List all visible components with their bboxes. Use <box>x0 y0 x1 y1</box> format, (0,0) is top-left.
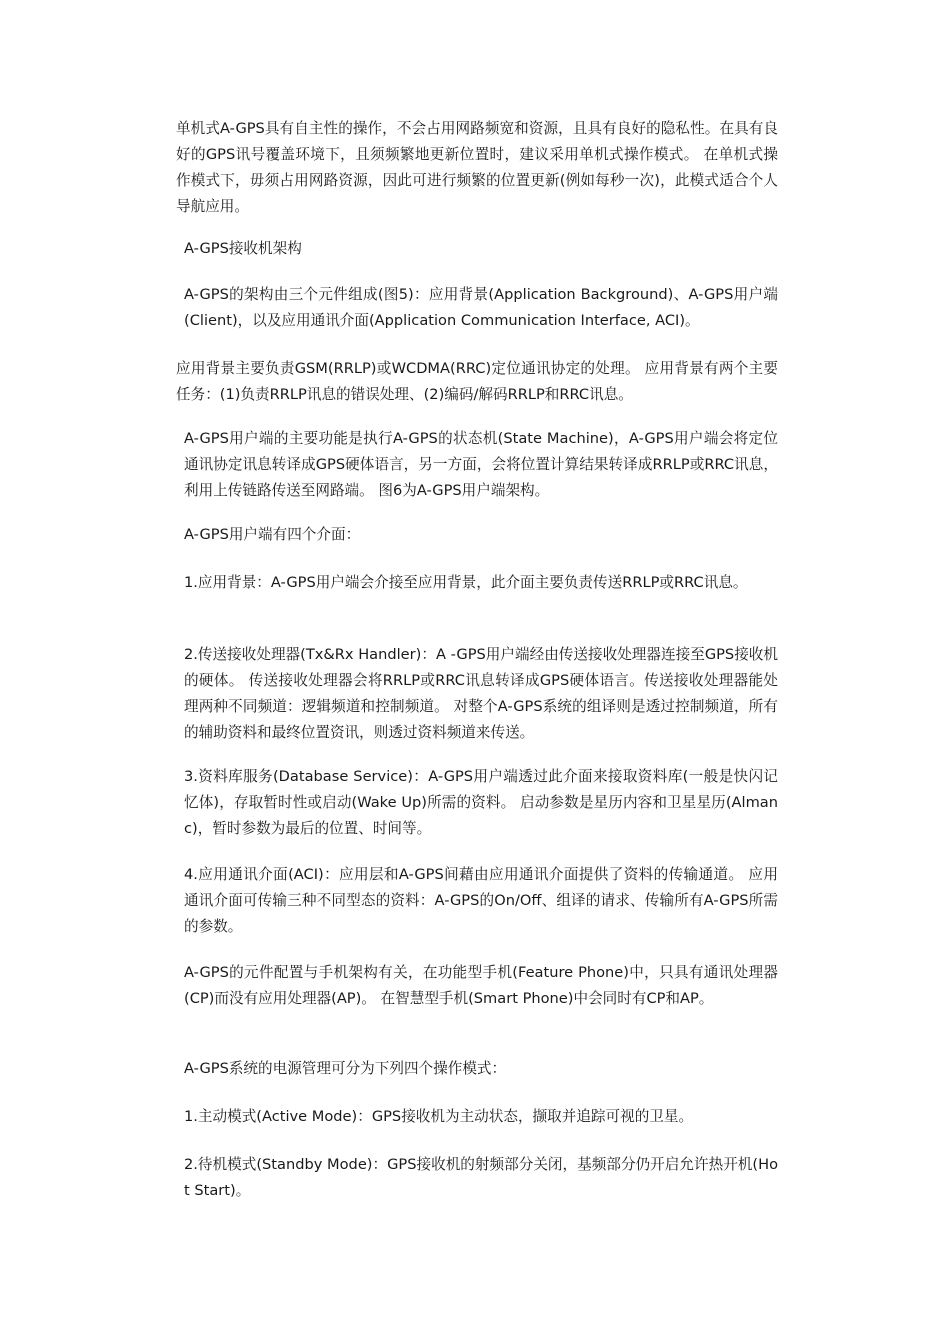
list-item-aci: 4.应用通讯介面(ACI)：应用层和A-GPS间藉由应用通讯介面提供了资料的传输通道。 应用通讯介面可传输三种不同型态的资料：A-GPS的On/Off、组译的请求、传输所有A-GPS所需的参数。 <box>184 866 778 935</box>
paragraph-standalone-mode: 单机式A-GPS具有自主性的操作，不会占用网路频宽和资源，且具有良好的隐私性。在具有良好的GPS讯号覆盖环境下，且须频繁地更新位置时，建议采用单机式操作模式。 在单机式操作模式下，毋须占用网路资源，因此可进行频繁的位置更新(例如每秒一次)，此模式适合个人导航应用。 <box>176 120 778 215</box>
section-heading-receiver-architecture: A-GPS接收机架构 <box>184 240 302 257</box>
paragraph-power-management-intro: A-GPS系统的电源管理可分为下列四个操作模式： <box>184 1060 507 1077</box>
paragraph-application-background: 应用背景主要负责GSM(RRLP)或WCDMA(RRC)定位通讯协定的处理。 应用背景有两个主要任务：(1)负责RRLP讯息的错误处理、(2)编码/解码RRLP和RRC讯息。 <box>176 360 778 403</box>
list-item-database-service: 3.资料库服务(Database Service)：A-GPS用户端透过此介面来接取资料库(一般是快闪记忆体)，存取暂时性或启动(Wake Up)所需的资料。 启动参数是星历内容和卫星星历(Almanc)，暂时参数为最后的位置、时间等。 <box>184 768 778 837</box>
paragraph-client-function: A-GPS用户端的主要功能是执行A-GPS的状态机(State Machine)，A-GPS用户端会将定位通讯协定讯息转译成GPS硬体语言，另一方面，会将位置计算结果转译成RRLP或RRC讯息，利用上传链路传送至网路端。 图6为A-GPS用户端架构。 <box>184 430 778 499</box>
paragraph-component-configuration: A-GPS的元件配置与手机架构有关，在功能型手机(Feature Phone)中，只具有通讯处理器(CP)而没有应用处理器(AP)。 在智慧型手机(Smart Phone)中会同时有CP和AP。 <box>184 964 778 1007</box>
list-item-active-mode: 1.主动模式(Active Mode)：GPS接收机为主动状态，撷取并追踪可视的卫星。 <box>184 1108 694 1125</box>
paragraph-architecture-components: A-GPS的架构由三个元件组成(图5)：应用背景(Application Background)、A-GPS用户端(Client)，以及应用通讯介面(Application Communication Interface, ACI)。 <box>184 286 778 329</box>
list-item-standby-mode: 2.待机模式(Standby Mode)：GPS接收机的射频部分关闭，基频部分仍开启允许热开机(Hot Start)。 <box>184 1156 778 1199</box>
paragraph-client-interfaces-intro: A-GPS用户端有四个介面： <box>184 526 361 543</box>
list-item-tx-rx-handler: 2.传送接收处理器(Tx&Rx Handler)：A -GPS用户端经由传送接收处理器连接至GPS接收机的硬体。 传送接收处理器会将RRLP或RRC讯息转译成GPS硬体语言。传送接收处理器能处理两种不同频道：逻辑频道和控制频道。 对整个A-GPS系统的组译则是透过控制频道，所有的辅助资料和最终位置资讯，则透过资料频道来传送。 <box>184 646 778 741</box>
list-item-application-background: 1.应用背景：A-GPS用户端会介接至应用背景，此介面主要负责传送RRLP或RRC讯息。 <box>184 574 748 591</box>
